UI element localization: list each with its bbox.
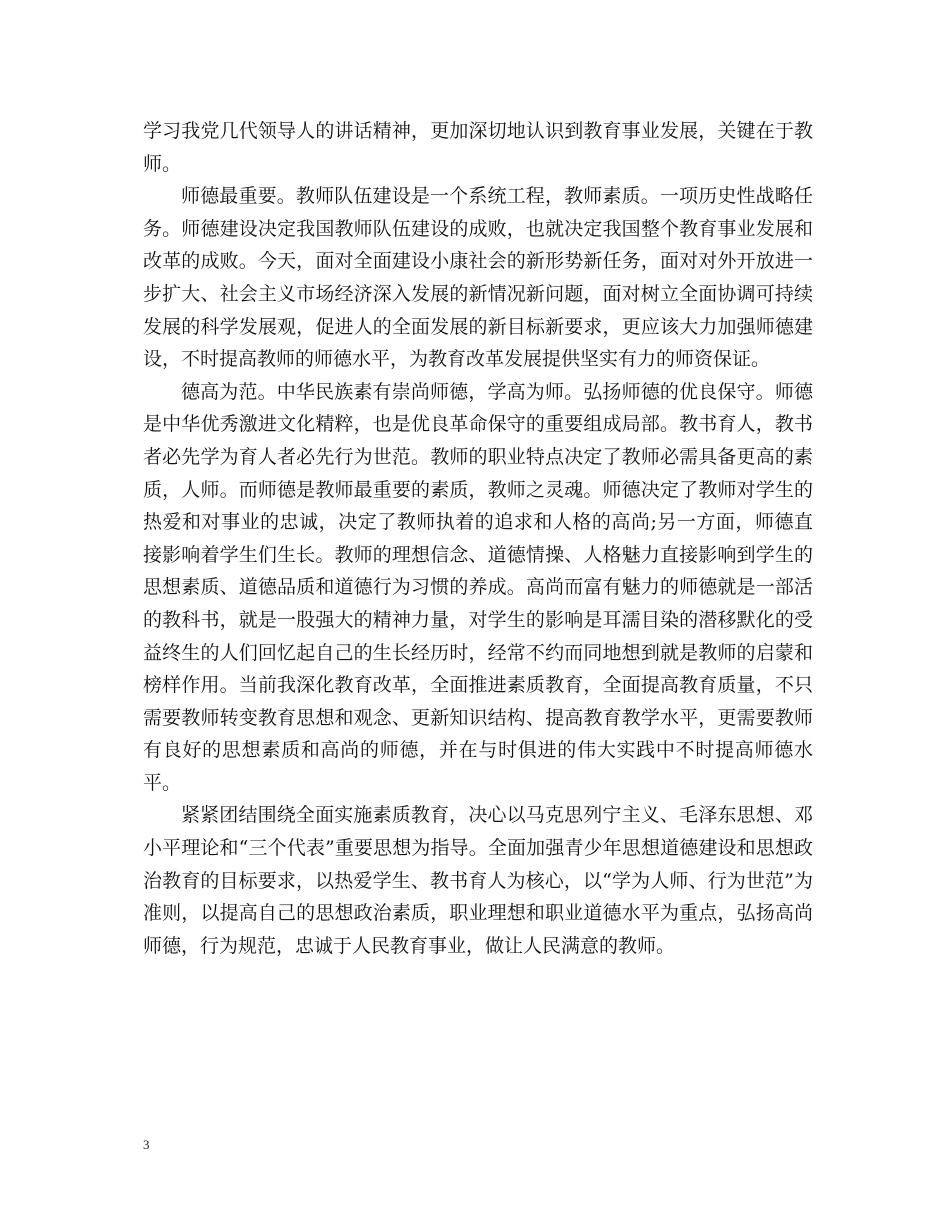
paragraph-teacher-ethics-importance: 师德最重要。教师队伍建设是一个系统工程，教师素质。一项历史性战略任务。师德建设决定我国教师队伍建设的成败，也就决定我国整个教育事业发展和改革的成败。今天，面对全面建设小康社会的新形势新任务，面对对外开放进一步扩大、社会主义市场经济深入发展的新情况新问题，面对树立全面协调可持续发展的科学发展观，促进人的全面发展的新目标新要求，更应该大力加强师德建设，不时提高教师的师德水平，为教育改革发展提供坚实有力的师资保证。	[143, 185, 813, 371]
paragraph-virtue-as-model: 德高为范。中华民族素有崇尚师德，学高为师。弘扬师德的优良保守。师德是中华优秀激进文化精粹，也是优良革命保守的重要组成局部。教书育人，教书者必先学为育人者必先行为世范。教师的职业特点决定了教师必需具备更高的素质，人师。而师德是教师最重要的素质，教师之灵魂。师德决定了教师对学生的热爱和对事业的忠诚，决定了教师执着的追求和人格的高尚;另一方面，师德直接影响着学生们生长。教师的理想信念、道德情操、人格魅力直接影响到学生的思想素质、道德品质和道德行为习惯的养成。高尚而富有魅力的师德就是一部活的教科书，就是一股强大的精神力量，对学生的影响是耳濡目染的潜移默化的受益终生的人们回忆起自己的生长经历时，经常不约而同地想到就是教师的启蒙和榜样作用。当前我深化教育改革，全面推进素质教育，全面提高教育质量，不只需要教师转变教育思想和观念、更新知识结构、提高教育教学水平，更需要教师有良好的思想素质和高尚的师德，并在与时俱进的伟大实践中不时提高师德水平。	[143, 380, 813, 794]
document-body	[143, 115, 813, 962]
paragraph-continuation: 学习我党几代领导人的讲话精神，更加深切地认识到教育事业发展，关键在于教师。	[143, 120, 813, 175]
page-number: 3	[143, 1137, 150, 1152]
paragraph-quality-education: 紧紧团结围绕全面实施素质教育，决心以马克思列宁主义、毛泽东思想、邓小平理论和“三个代表”重要思想为指导。全面加强青少年思想道德建设和思想政治教育的目标要求，以热爱学生、教书育人为核心，以“学为人师、行为世范”为准则，以提高自己的思想政治素质，职业理想和职业道德水平为重点，弘扬高尚师德，行为规范，忠诚于人民教育事业，做让人民满意的教师。	[143, 804, 813, 957]
